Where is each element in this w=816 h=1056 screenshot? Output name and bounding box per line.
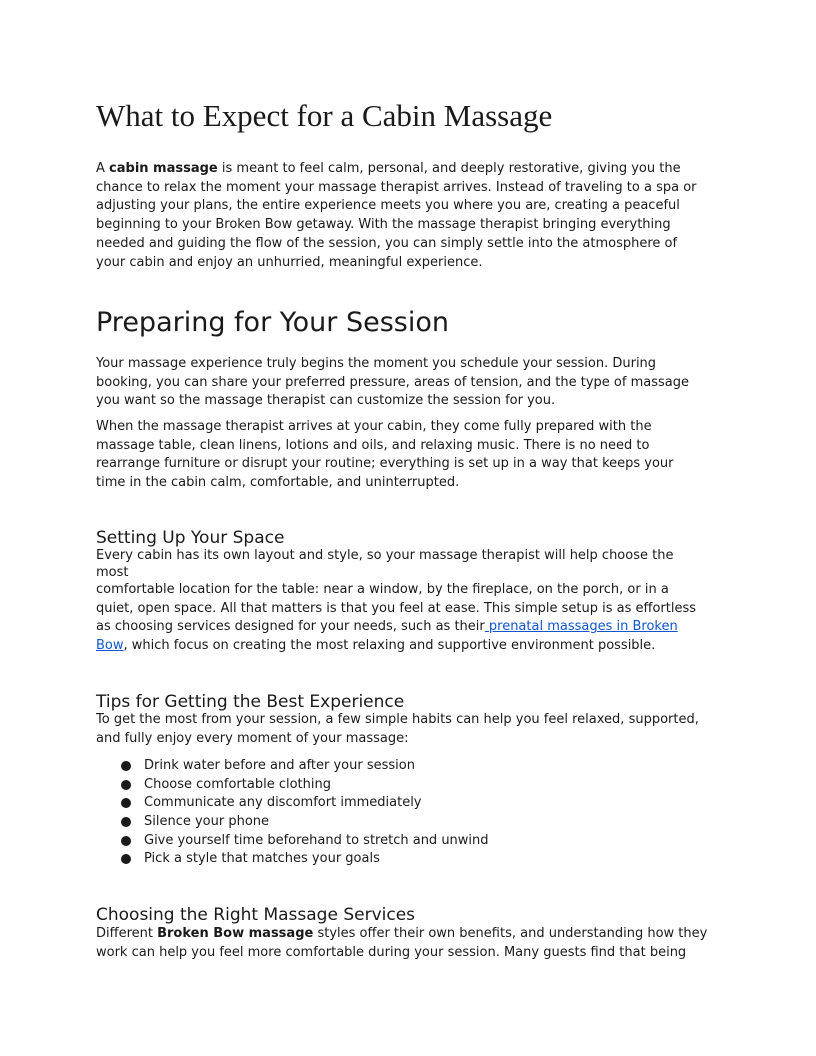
list-item [96, 813, 489, 832]
bullet-icon [121, 817, 131, 827]
paragraph-line: When the massage therapist arrives at your cabin, they come fully prepared with the [96, 419, 652, 434]
link-lead-text: as choosing services designed for your needs, such as their [96, 619, 485, 635]
paragraph-line: Every cabin has its own layout and style, so your massage therapist will help choose the [96, 548, 674, 563]
paragraph-line: and fully enjoy every moment of your massage: [96, 730, 409, 746]
intro-line: needed and guiding the flow of the session, you can simply settle into the atmosphere of [96, 235, 678, 251]
paragraph-line [96, 925, 720, 944]
preparing-paragraph-2 [96, 418, 720, 493]
preparing-paragraph-1 [96, 355, 720, 411]
list-item-text: Silence your phone [144, 814, 270, 830]
paragraph-line: most [96, 565, 129, 580]
list-item [96, 776, 489, 795]
paragraph-line: work can help you feel more comfortable during your session. Many guests find that being [96, 944, 687, 960]
list-item-text: Give yourself time beforehand to stretch and unwind [144, 832, 489, 848]
paragraph-line: rearrange furniture or disrupt your routine; everything is set up in a way that keeps your [96, 456, 674, 472]
paragraph-line [96, 618, 720, 637]
paragraph-line: To get the most from your session, a few simple habits can help you feel relaxed, supported, [96, 712, 699, 727]
prenatal-massage-link-continued[interactable]: Bow [96, 638, 124, 654]
heading-services: Choosing the Right Massage Services [96, 905, 416, 925]
intro-line: adjusting your plans, the entire experience meets you where you are, creating a peaceful [96, 198, 680, 214]
intro-text-pre: A [96, 161, 110, 176]
space-paragraph [96, 547, 720, 656]
paragraph-line: time in the cabin calm, comfortable, and uninterrupted. [96, 475, 460, 491]
services-text: styles offer their own benefits, and understanding how they [313, 926, 708, 941]
bullet-icon [121, 854, 131, 864]
bullet-icon [121, 780, 131, 790]
paragraph-line: you want so the massage therapist can customize the session for you. [96, 393, 556, 409]
link-trail-text: , which focus on creating the most relaxing and supportive environment possible. [123, 638, 656, 654]
heading-preparing: Preparing for Your Session [96, 307, 449, 338]
list-item [96, 794, 489, 813]
intro-line [96, 160, 720, 179]
bullet-icon [121, 761, 131, 771]
intro-bold-term: cabin massage [109, 161, 218, 176]
page-title: What to Expect for a Cabin Massage [96, 98, 553, 133]
paragraph-line: Your massage experience truly begins the moment you schedule your session. During [96, 356, 657, 371]
list-item-text: Choose comfortable clothing [144, 776, 331, 792]
list-item [96, 757, 489, 776]
tips-list [96, 757, 489, 869]
intro-text: is meant to feel calm, personal, and deeply restorative, giving you the [217, 161, 681, 176]
list-item [96, 850, 489, 869]
paragraph-line: massage table, clean linens, lotions and oils, and relaxing music. There is no need to [96, 437, 650, 453]
list-item-text: Drink water before and after your session [144, 758, 415, 773]
prenatal-massage-link[interactable]: prenatal massages in Broken [484, 619, 678, 635]
heading-tips: Tips for Getting the Best Experience [96, 692, 405, 712]
services-paragraph [96, 925, 720, 962]
paragraph-line: quiet, open space. All that matters is that you feel at ease. This simple setup is as effortless [96, 600, 696, 616]
paragraph-line: booking, you can share your preferred pressure, areas of tension, and the type of massage [96, 374, 689, 390]
services-bold-term: Broken Bow massage [157, 926, 314, 941]
paragraph-line [96, 637, 720, 656]
bullet-icon [121, 836, 131, 846]
intro-paragraph [96, 160, 720, 272]
services-text-pre: Different [96, 926, 158, 941]
tips-paragraph [96, 711, 720, 748]
heading-setting-up-space: Setting Up Your Space [96, 528, 285, 548]
intro-line: chance to relax the moment your massage therapist arrives. Instead of traveling to a spa or [96, 179, 697, 195]
list-item [96, 832, 489, 851]
intro-line: your cabin and enjoy an unhurried, meaningful experience. [96, 254, 483, 270]
paragraph-line: comfortable location for the table: near a window, by the fireplace, on the porch, or in a [96, 582, 669, 597]
list-item-text: Communicate any discomfort immediately [144, 795, 422, 811]
bullet-icon [121, 798, 131, 808]
list-item-text: Pick a style that matches your goals [144, 851, 380, 867]
intro-line: beginning to your Broken Bow getaway. With the massage therapist bringing everything [96, 217, 671, 233]
